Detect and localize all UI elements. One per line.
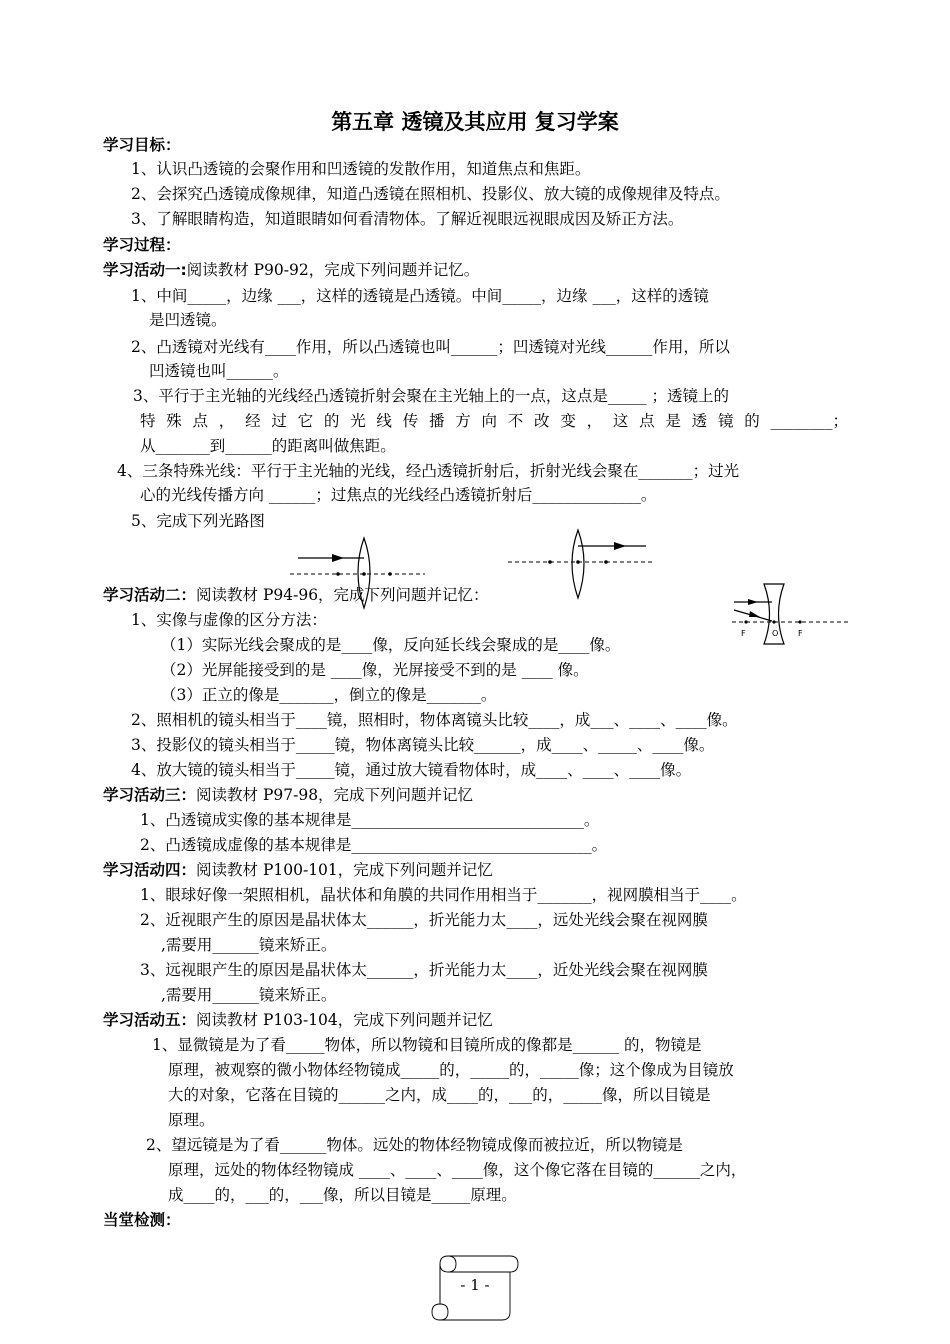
question-line: 1、显微镜是为了看_____物体，所以物镜和目镜所成的像都是______ 的，物镜是 [152,1036,702,1054]
question-line: 1、凸透镜成实像的基本规律是______________________________。 [140,811,600,829]
activity1-line [103,259,479,281]
focal-point-dot [336,572,340,576]
question-line: 3、远视眼产生的原因是晶状体太______，折光能力太____，近处光线会聚在视网膜 [140,961,708,979]
center-label: O [772,629,779,638]
focal-point-dot [604,560,608,564]
question-line: 从_______到______的距离叫做焦距。 [140,437,396,455]
question-line: 凹透镜也叫______。 [149,362,289,380]
question-line: （2）光屏能接受到的是 ____像，光屏接受不到的是 ____ 像。 [161,661,589,679]
question-line: （1）实际光线会聚成的是____像，反向延长线会聚成的是____像。 [161,636,621,654]
question-line: 3、平行于主光轴的光线经凸透镜折射会聚在主光轴上的一点，这点是_____ ；透镜上的 [133,387,730,405]
activity1-intro: 阅读教材 P90-92，完成下列问题并记忆。 [186,261,480,279]
question-line: 心的光线传播方向 ______；过焦点的光线经凸透镜折射后______________。 [140,486,657,504]
goal-item: 1、认识凸透镜的会聚作用和凹透镜的发散作用，知道焦点和焦距。 [131,160,591,178]
activity5-heading: 学习活动五： [103,1011,197,1029]
question-line: 原理，远处的物体经物镜成 ____、____、____像，这个像它落在目镜的______之内， [168,1161,747,1179]
optical-center-dot [772,620,775,623]
question-line: 特殊点，经过它的光线传播方向不改变，这点是透镜的________； [140,412,848,430]
focal-point-dot [798,620,801,623]
convex-lens-icon [572,530,584,598]
activity3-line [103,784,473,806]
focal-point-dot [388,572,392,576]
question-line: 4、放大镜的镜头相当于_____镜，通过放大镜看物体时，成____、____、____像。 [131,761,692,779]
question-line: 2、照相机的镜头相当于____镜，照相时，物体离镜头比较____，成___、____、____像。 [131,711,738,729]
activity2-line [103,584,489,606]
activity2-heading: 学习活动二： [103,586,197,604]
convex-lens-diagram-2 [508,530,658,606]
question-line: 2、近视眼产生的原因是晶状体太______，折光能力太____，远处光线会聚在视网膜 [140,911,708,929]
question-line: 5、完成下列光路图 [131,512,265,530]
ray-arrow [749,611,760,617]
check-heading: 当堂检测： [103,1211,181,1229]
question-line: 原理，被观察的微小物体经物镜成_____的，_____的，_____像；这个像成为目镜放 [168,1061,734,1079]
activity5-intro: 阅读教材 P103-104，完成下列问题并记忆 [196,1011,493,1029]
question-line: ,需要用______镜来矫正。 [161,986,337,1004]
focal-label: F [798,629,803,638]
activity4-line [103,859,493,881]
activity2-intro: 阅读教材 P94-96，完成下列问题并记忆： [196,586,489,604]
question-line: ,需要用______镜来矫正。 [161,936,337,954]
question-line: （3）正立的像是_______，倒立的像是_______。 [161,686,497,704]
ray-arrow [748,599,758,605]
goal-item: 2、会探究凸透镜成像规律，知道凸透镜在照相机、投影仪、放大镜的成像规律及特点。 [131,185,730,203]
question-line: 4、三条特殊光线：平行于主光轴的光线，经凸透镜折射后，折射光线会聚在_______；过光 [117,462,740,480]
activity4-heading: 学习活动四： [103,861,197,879]
concave-lens-diagram [732,580,852,650]
question-line: 1、眼球好像一架照相机，晶状体和角膜的共同作用相当于_______，视网膜相当于____。 [140,886,747,904]
activity5-line [103,1009,493,1031]
question-line: 原理。 [168,1111,215,1129]
process-heading: 学习过程： [103,236,181,254]
goal-item: 3、了解眼睛构造，知道眼睛如何看清物体。了解近视眼远视眼成因及矫正方法。 [131,210,684,228]
activity4-intro: 阅读教材 P100-101，完成下列问题并记忆 [196,861,493,879]
ray-arrow [614,542,626,550]
question-line: 2、凸透镜对光线有____作用，所以凸透镜也叫______；凹透镜对光线______作用，所以 [131,338,730,356]
question-line: 1、中间_____，边缘 ___，这样的透镜是凸透镜。中间_____，边缘 ___，这样的透镜 [131,287,709,305]
activity1-heading: 学习活动一: [103,261,187,279]
question-line: 1、实像与虚像的区分方法： [131,611,327,629]
focal-point-dot [548,560,552,564]
question-line: 3、投影仪的镜头相当于_____镜，物体离镜头比较______，成____、_____、____像。 [131,736,715,754]
question-line: 大的对象，它落在目镜的______之内，成____的，___的，_____像，所以目镜是 [168,1086,711,1104]
question-line: 2、凸透镜成虚像的基本规律是_______________________________。 [140,836,608,854]
optical-center-dot [576,560,580,564]
activity3-heading: 学习活动三： [103,786,197,804]
page-title: 第五章 透镜及其应用 复习学案 [331,110,619,134]
focal-point-dot [744,620,747,623]
optical-center-dot [362,572,366,576]
focal-label: F [741,629,746,638]
question-line: 2、望远镜是为了看______物体。远处的物体经物镜成像而被拉近，所以物镜是 [146,1136,683,1154]
page-number: - 1 - [460,1276,490,1294]
goals-heading: 学习目标： [103,136,181,154]
activity3-intro: 阅读教材 P97-98，完成下列问题并记忆 [196,786,474,804]
ray-arrow [332,554,344,562]
question-line: 是凹透镜。 [149,311,227,329]
question-line: 成____的，___的，___像，所以目镜是_____原理。 [168,1186,517,1204]
